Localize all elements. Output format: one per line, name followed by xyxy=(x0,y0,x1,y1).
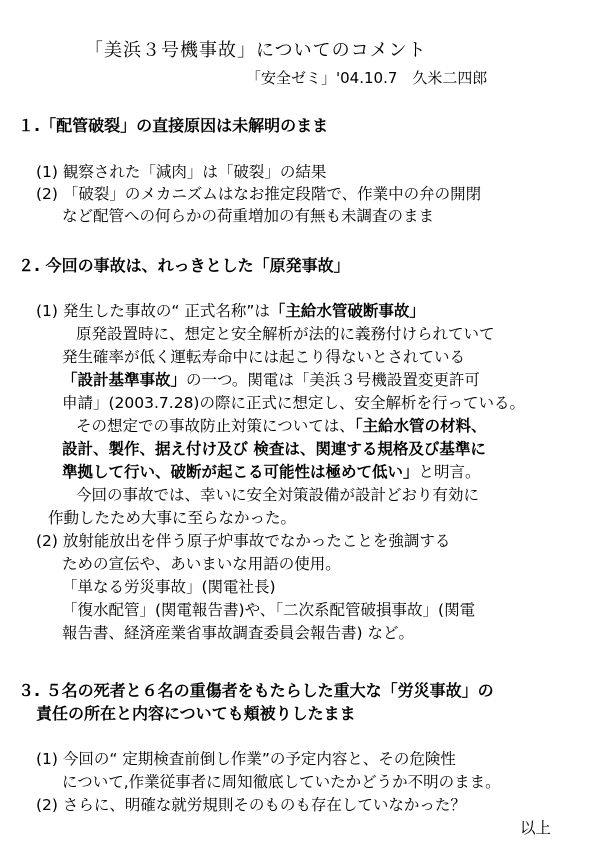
section-1-item-1: (1) 観察された「減肉」は「破裂」の結果 xyxy=(36,163,327,181)
section-2-para-1-line-8 xyxy=(62,462,481,482)
section-1-heading: １.「配管破裂」の直接原因は未解明のまま xyxy=(18,116,329,135)
section-1-item-2: (2) 「破裂」のメカニズムはなお推定段階で、作業中の弁の開閉 xyxy=(36,185,482,203)
section-2-para-2-line-1: (2) 放射能放出を伴う原子炉事故でなかったことを強調する xyxy=(36,532,451,550)
measures-quote-2: 設計、製作、据え付け及び 検査は、関連する規格及び基準に xyxy=(62,440,486,458)
section-2-para-1-line-5: 申請」(2003.7.28)の際に正式に想定し、安全解析を行っている。 xyxy=(62,394,525,412)
design-basis-accident: 「設計基準事故」 xyxy=(62,371,187,389)
section-2-para-2-line-2: ための宣伝や、あいまいな用語の使用。 xyxy=(62,555,341,573)
page-title: 「美浜３号機事故」についてのコメント xyxy=(85,40,427,61)
official-name: 「主給水管破断事故」 xyxy=(269,302,425,320)
section-3-item-1: (1) 今回の“ 定期検査前倒し作業”の予定内容と、その危険性 xyxy=(36,750,456,768)
section-3-heading-line-1: ３. ５名の死者と６名の重傷者をもたらした重大な「労災事故」の xyxy=(18,681,494,700)
section-3-heading-line-2: 責任の所在と内容についても頬被りしたまま xyxy=(36,704,356,723)
measures-quote-3: 準拠して行い、破断が起こる可能性は極めて低い」 xyxy=(62,463,419,481)
section-2-para-2-line-3: 「単なる労災事故」(関電社長) xyxy=(62,578,276,596)
section-2-para-1-line-3: 発生確率が低く運転寿命中には起こり得ないとされている xyxy=(62,348,466,366)
section-2-heading: ２. 今回の事故は、れっきとした「原発事故」 xyxy=(18,256,350,275)
measures-quote-1: 「主給水管の材料、 xyxy=(354,417,487,435)
section-2-para-1-line-10: 作動したため大事に至らなかった。 xyxy=(48,509,297,527)
section-2-para-1-line-6 xyxy=(76,416,486,436)
design-basis-accident-rest: の一つ。関電は「美浜３号機設置変更許可 xyxy=(186,371,480,389)
byline: 「安全ゼミ」'04.10.7 久米二四郎 xyxy=(246,69,488,87)
measures-tail: と明言。 xyxy=(418,463,481,481)
closing-mark: 以上 xyxy=(520,819,552,837)
section-3-item-2: (2) さらに、明確な就労規則そのものも存在していなかった？ xyxy=(36,796,466,814)
section-1-item-2-cont: など配管への何らかの荷重増加の有無も未調査のまま xyxy=(62,207,435,225)
section-2-para-1-line-2: 原発設置時に、想定と安全解析が法的に義務付けられていて xyxy=(76,325,495,343)
section-2-para-2-line-4: 「復水配管」(関電報告書)や、「二次系配管破損事故」(関電 xyxy=(62,601,476,619)
section-2-para-1-line-9: 今回の事故では、幸いに安全対策設備が設計どおり有効に xyxy=(76,486,480,504)
section-2-para-2-line-5: 報告書、経済産業省事故調査委員会報告書) など。 xyxy=(62,624,414,642)
measures-lead: その想定での事故防止対策については、 xyxy=(76,417,355,435)
official-name-lead: (1) 発生した事故の“ 正式名称”は xyxy=(36,302,270,320)
section-3-item-1-cont: について,作業従事者に周知徹底していたかどうか不明のまま。 xyxy=(62,773,501,791)
section-2-para-1-line-4 xyxy=(62,370,480,390)
section-2-para-1-line-1 xyxy=(36,301,425,321)
